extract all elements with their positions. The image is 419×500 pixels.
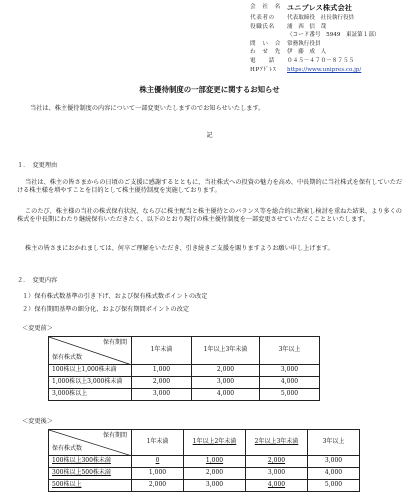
table-cell: 2,000	[192, 365, 260, 377]
table-cell: 1,000	[132, 468, 184, 480]
table-cell: 1,000	[132, 365, 192, 377]
section1-heading: １． 変更理由	[17, 162, 58, 169]
column-header: 3年以上	[260, 337, 320, 365]
change-item: ２）保有期間基準の細分化、および保有期間ポイントの改定	[22, 306, 190, 313]
intro-text: 当社は、株主優待制度の内容について一部変更いたしますのでお知らせいたします。	[30, 105, 265, 112]
table-header-row	[49, 430, 360, 456]
header-key: 代表者の	[250, 14, 275, 21]
ki-mark: 記	[206, 132, 213, 139]
header-key: 役職氏名	[250, 23, 275, 30]
corner-top-label: 保有期間	[102, 339, 127, 346]
table-row	[49, 389, 320, 401]
table-row	[49, 468, 360, 480]
header-key: HPｱﾄﾞﾚｽ	[250, 66, 277, 73]
column-header: 1年以上2年未満	[184, 430, 246, 456]
corner-top-label: 保有期間	[102, 432, 127, 439]
header-value: 常務執行役員	[287, 40, 321, 47]
row-label: 500株以上	[49, 480, 132, 492]
header-key: 問 い 合	[250, 40, 281, 47]
corner-bottom-label: 保有株式数	[52, 444, 83, 452]
table-after	[48, 429, 360, 492]
column-header: 1年未満	[132, 430, 184, 456]
header-row	[250, 3, 418, 14]
header-row	[250, 14, 418, 23]
table-cell: 3,000	[132, 389, 192, 401]
table-cell: 4,000	[308, 468, 360, 480]
table-cell: 3,000	[246, 468, 308, 480]
column-header: 1年未満	[132, 337, 192, 365]
table-row	[49, 480, 360, 492]
header-row	[250, 23, 418, 32]
column-header: 1年以上3年未満	[192, 337, 260, 365]
table-row	[49, 456, 360, 468]
row-label: 100株以上300株未満	[49, 456, 132, 468]
table-before	[48, 336, 320, 401]
header-value: （コード番号 5949 東証第１部）	[287, 32, 380, 39]
table-cell: 3,000	[192, 377, 260, 389]
corner-bottom-label: 保有株式数	[52, 353, 83, 361]
header-value: ０４５－４７０－８７５５	[287, 58, 355, 65]
header-row	[250, 40, 418, 49]
table-cell: 2,000	[184, 468, 246, 480]
company-header	[250, 3, 418, 74]
table-cell: 5,000	[308, 480, 360, 492]
header-value: 浦 西 信 哉	[287, 23, 327, 30]
document-title: 株主優待制度の一部変更に関するお知らせ	[139, 85, 280, 94]
header-row	[250, 57, 418, 66]
table-cell: 5,000	[260, 389, 320, 401]
table-cell: 3,000	[260, 365, 320, 377]
table-cell: 3,000	[308, 456, 360, 468]
table-after-caption: ＜変更後＞	[22, 418, 53, 425]
table-cell: 2,000	[132, 480, 184, 492]
header-key: 電 話	[250, 58, 275, 65]
corner-cell	[49, 430, 132, 456]
table-cell: 3,000	[184, 480, 246, 492]
table-before-caption: ＜変更前＞	[22, 325, 53, 332]
table-header-row	[49, 337, 320, 365]
table-cell: 2,000	[132, 377, 192, 389]
section1-paragraph: このたび、株主様の当社の株式保有状況、ならびに株主配当と株主優待とのバランス等を総合的に勘案し検討を重ねた結果、より多くの株式を中長期にわたり継続保有いただきたく、以下のとおり現行の株主優待制度を一部変更させていただくことといたします。	[17, 208, 402, 224]
header-key: わ せ 先	[250, 49, 281, 56]
company-name: ユニプレス株式会社	[287, 4, 353, 12]
row-label: 100株以上1,000株未満	[49, 365, 132, 377]
table-cell: 1,000	[184, 456, 246, 468]
table-row	[49, 365, 320, 377]
section1-paragraph: 株主の皆さまにおかれましては、何卒ご理解をいただき、引き続きご支援を賜りますようお願い申し上げます。	[25, 245, 334, 252]
row-label: 3,000株以上	[49, 389, 132, 401]
table-cell: 4,000	[246, 480, 308, 492]
section1-paragraph: 当社は、株主の皆さまからの日頃のご支援に感謝するとともに、当社株式への投資の魅力を高め、中長期的に当社株式を保有していただける株主様を増やすことを目的として株主優待制度を実施しております。	[17, 179, 403, 195]
header-key	[250, 31, 287, 40]
header-value: 代表取締役 社長執行役員	[287, 14, 355, 21]
column-header: 3年以上	[308, 430, 360, 456]
header-value: 伊 藤 成 人	[287, 49, 327, 56]
header-key: 会 社 名	[250, 4, 281, 10]
header-row	[250, 66, 418, 75]
table-cell: 4,000	[260, 377, 320, 389]
header-row	[250, 31, 418, 40]
section2-heading: ２． 変更内容	[17, 277, 58, 284]
table-cell: 2,000	[246, 456, 308, 468]
table-row	[49, 377, 320, 389]
column-header: 2年以上3年未満	[246, 430, 308, 456]
row-label: 300株以上500株未満	[49, 468, 132, 480]
corner-cell	[49, 337, 132, 365]
website-link[interactable]: https://www.unipres.co.jp/	[287, 66, 362, 73]
table-cell: 0	[132, 456, 184, 468]
change-item: １）保有株式数基準の引き下げ、および保有株式数ポイントの改定	[22, 293, 208, 300]
table-cell: 4,000	[192, 389, 260, 401]
header-row	[250, 48, 418, 57]
row-label: 1,000株以上3,000株未満	[49, 377, 132, 389]
